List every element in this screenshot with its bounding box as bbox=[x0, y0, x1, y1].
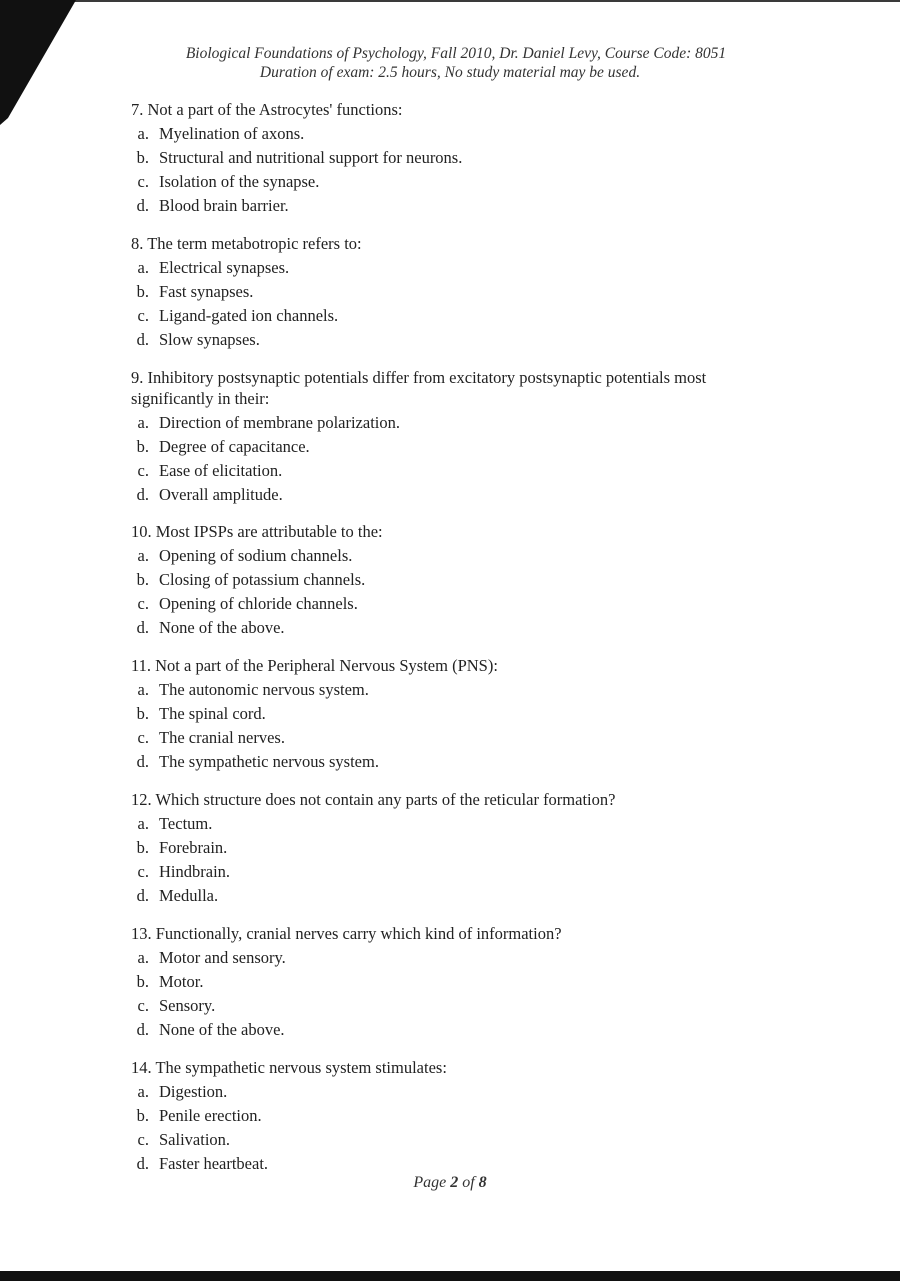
option-text: Tectum. bbox=[159, 814, 213, 833]
question bbox=[131, 923, 751, 1042]
option-letter: b. bbox=[136, 1106, 149, 1125]
option-text: Penile erection. bbox=[159, 1106, 262, 1125]
option-letter: d. bbox=[136, 886, 149, 905]
answer-option bbox=[133, 750, 751, 774]
option-text: Opening of chloride channels. bbox=[159, 594, 358, 613]
question-text: Inhibitory postsynaptic potentials differ from excitatory postsynaptic potentials most significantly in their: bbox=[131, 368, 707, 408]
question-number: 8. bbox=[131, 234, 144, 253]
answer-options bbox=[131, 544, 751, 640]
answer-option bbox=[133, 1128, 751, 1152]
option-text: Motor. bbox=[159, 972, 204, 991]
option-letter: a. bbox=[137, 814, 149, 833]
answer-options bbox=[131, 122, 751, 218]
question bbox=[131, 521, 751, 640]
question-stem bbox=[131, 923, 751, 944]
option-letter: a. bbox=[137, 680, 149, 699]
option-text: Closing of potassium channels. bbox=[159, 570, 366, 589]
answer-option bbox=[133, 1018, 751, 1042]
answer-option bbox=[133, 860, 751, 884]
option-letter: d. bbox=[136, 752, 149, 771]
option-text: Electrical synapses. bbox=[159, 258, 290, 277]
scan-top-edge bbox=[0, 0, 900, 2]
option-letter: a. bbox=[137, 546, 149, 565]
question bbox=[131, 233, 751, 352]
option-letter: b. bbox=[136, 282, 149, 301]
option-text: The cranial nerves. bbox=[159, 728, 285, 747]
answer-option bbox=[133, 678, 751, 702]
question-stem bbox=[131, 367, 751, 409]
option-letter: b. bbox=[136, 570, 149, 589]
question-stem bbox=[131, 99, 751, 120]
option-letter: a. bbox=[137, 948, 149, 967]
answer-options bbox=[131, 411, 751, 507]
option-letter: c. bbox=[137, 862, 149, 881]
option-text: Forebrain. bbox=[159, 838, 228, 857]
question bbox=[131, 1057, 751, 1176]
answer-option bbox=[133, 122, 751, 146]
page-label: Page bbox=[413, 1174, 447, 1191]
exam-header bbox=[0, 44, 900, 82]
option-letter: b. bbox=[136, 838, 149, 857]
answer-option bbox=[133, 146, 751, 170]
option-letter: b. bbox=[136, 972, 149, 991]
option-text: The sympathetic nervous system. bbox=[159, 752, 379, 771]
option-text: Ease of elicitation. bbox=[159, 461, 283, 480]
answer-option bbox=[133, 1104, 751, 1128]
scan-bottom-edge bbox=[0, 1271, 900, 1281]
question-text: The term metabotropic refers to: bbox=[147, 234, 362, 253]
question bbox=[131, 655, 751, 774]
option-text: Degree of capacitance. bbox=[159, 437, 310, 456]
option-letter: b. bbox=[136, 148, 149, 167]
answer-option bbox=[133, 170, 751, 194]
exam-duration: Duration of exam: 2.5 hours, No study material may be used. bbox=[259, 64, 641, 81]
option-letter: d. bbox=[136, 618, 149, 637]
page-current: 2 bbox=[450, 1174, 459, 1191]
page-of: of bbox=[462, 1174, 475, 1191]
question-text: Most IPSPs are attributable to the: bbox=[155, 522, 383, 541]
option-letter: d. bbox=[136, 485, 149, 504]
answer-option bbox=[133, 435, 751, 459]
question-number: 10. bbox=[131, 522, 152, 541]
option-text: Overall amplitude. bbox=[159, 485, 283, 504]
option-text: Faster heartbeat. bbox=[159, 1154, 269, 1173]
answer-option bbox=[133, 459, 751, 483]
answer-option bbox=[133, 592, 751, 616]
option-letter: d. bbox=[136, 330, 149, 349]
option-text: Hindbrain. bbox=[159, 862, 231, 881]
question-text: The sympathetic nervous system stimulates: bbox=[155, 1058, 447, 1077]
option-text: Ligand-gated ion channels. bbox=[159, 306, 339, 325]
question-stem bbox=[131, 521, 751, 542]
option-text: Isolation of the synapse. bbox=[159, 172, 320, 191]
question-stem bbox=[131, 789, 751, 810]
option-letter: a. bbox=[137, 1082, 149, 1101]
option-letter: d. bbox=[136, 1020, 149, 1039]
option-text: Opening of sodium channels. bbox=[159, 546, 353, 565]
option-letter: c. bbox=[137, 172, 149, 191]
question-number: 7. bbox=[131, 100, 144, 119]
option-letter: c. bbox=[137, 996, 149, 1015]
option-text: Direction of membrane polarization. bbox=[159, 413, 400, 432]
option-text: Slow synapses. bbox=[159, 330, 260, 349]
question-number: 11. bbox=[131, 656, 152, 675]
option-letter: a. bbox=[137, 258, 149, 277]
question-number: 13. bbox=[131, 924, 152, 943]
option-text: Motor and sensory. bbox=[159, 948, 286, 967]
page-number bbox=[0, 1174, 900, 1192]
option-letter: d. bbox=[136, 1154, 149, 1173]
option-letter: c. bbox=[137, 1130, 149, 1149]
answer-option bbox=[133, 568, 751, 592]
option-text: Medulla. bbox=[159, 886, 219, 905]
answer-option bbox=[133, 304, 751, 328]
question-number: 12. bbox=[131, 790, 152, 809]
option-letter: c. bbox=[137, 728, 149, 747]
page-total: 8 bbox=[478, 1174, 487, 1191]
answer-options bbox=[131, 946, 751, 1042]
question-stem bbox=[131, 233, 751, 254]
answer-options bbox=[131, 678, 751, 774]
answer-option bbox=[133, 194, 751, 218]
answer-option bbox=[133, 256, 751, 280]
option-letter: b. bbox=[136, 704, 149, 723]
question-number: 14. bbox=[131, 1058, 152, 1077]
option-letter: a. bbox=[137, 124, 149, 143]
question-stem bbox=[131, 1057, 751, 1078]
option-text: Fast synapses. bbox=[159, 282, 254, 301]
answer-options bbox=[131, 812, 751, 908]
question-text: Functionally, cranial nerves carry which kind of information? bbox=[155, 924, 562, 943]
question bbox=[131, 789, 751, 908]
answer-option bbox=[133, 411, 751, 435]
option-text: None of the above. bbox=[159, 618, 285, 637]
option-letter: c. bbox=[137, 594, 149, 613]
question-text: Not a part of the Astrocytes' functions: bbox=[147, 100, 403, 119]
answer-option bbox=[133, 970, 751, 994]
answer-option bbox=[133, 280, 751, 304]
answer-option bbox=[133, 946, 751, 970]
option-text: Myelination of axons. bbox=[159, 124, 305, 143]
option-text: Salivation. bbox=[159, 1130, 231, 1149]
answer-option bbox=[133, 616, 751, 640]
option-text: Digestion. bbox=[159, 1082, 228, 1101]
option-text: None of the above. bbox=[159, 1020, 285, 1039]
answer-option bbox=[133, 544, 751, 568]
option-text: The autonomic nervous system. bbox=[159, 680, 369, 699]
question-text: Which structure does not contain any parts of the reticular formation? bbox=[155, 790, 616, 809]
option-letter: b. bbox=[136, 437, 149, 456]
question-stem bbox=[131, 655, 751, 676]
option-letter: a. bbox=[137, 413, 149, 432]
answer-option bbox=[133, 1080, 751, 1104]
answer-option bbox=[133, 483, 751, 507]
question-number: 9. bbox=[131, 368, 144, 387]
answer-option bbox=[133, 702, 751, 726]
question bbox=[131, 99, 751, 218]
question-text: Not a part of the Peripheral Nervous System (PNS): bbox=[155, 656, 498, 675]
option-text: Blood brain barrier. bbox=[159, 196, 289, 215]
answer-options bbox=[131, 256, 751, 352]
course-title: Biological Foundations of Psychology, Fall 2010, Dr. Daniel Levy, Course Code: 8051 bbox=[185, 45, 727, 62]
answer-option bbox=[133, 812, 751, 836]
answer-option bbox=[133, 994, 751, 1018]
answer-option bbox=[133, 1152, 751, 1176]
answer-option bbox=[133, 836, 751, 860]
answer-option bbox=[133, 884, 751, 908]
option-letter: c. bbox=[137, 306, 149, 325]
option-text: Sensory. bbox=[159, 996, 216, 1015]
option-text: Structural and nutritional support for neurons. bbox=[159, 148, 463, 167]
answer-option bbox=[133, 328, 751, 352]
question-list bbox=[131, 99, 751, 1191]
option-letter: c. bbox=[137, 461, 149, 480]
answer-options bbox=[131, 1080, 751, 1176]
option-letter: d. bbox=[136, 196, 149, 215]
answer-option bbox=[133, 726, 751, 750]
option-text: The spinal cord. bbox=[159, 704, 266, 723]
question bbox=[131, 367, 751, 507]
